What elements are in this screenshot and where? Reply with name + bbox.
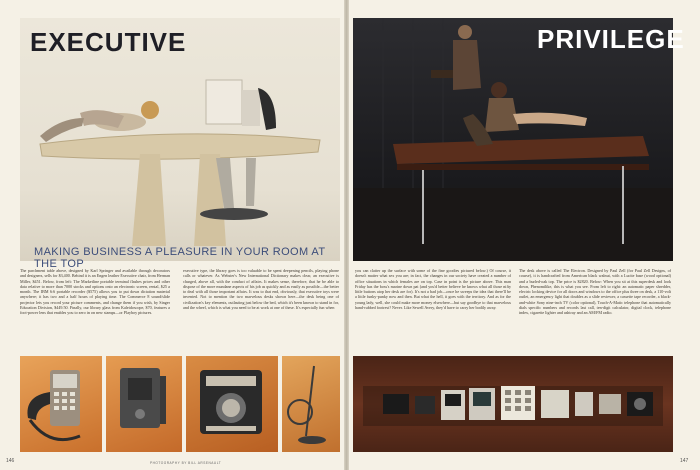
right-page: [349, 0, 700, 470]
caption-right: The desk above is called The Electron. Designed by Paul Zell (for Paul Zell Designs, of course), it is handcrafted from American black walnut, with a Lucite base (wood optional) and a burled-oak top. The price is $2820. Below: When you sit at this superdesk and look down, Phenomilike, this is what you see. From left to right: an automatic paper shredder, electric locking device for all doors and windows to the office plus three on desk, a 110-volt outlet, an emergency light that doubles as a slide reviewer, a cassette tape recorder, a black-and-white Sony nine-inch TV (color optional), Touch-A-Matic telephone that automatically dials specific numbers and records last call, ten-digit calculator, digital clock, telephone index, cigarette lighter and ashtray and an AM/FM radio.: [519, 268, 671, 316]
caption-left: The parchment table above, designed by Karl Springer and available through decorators and designers, sells for $3,400. Behind it is an Engen leather Executive chair, from Herman Miller, $451. Below, from left: The Marketline portable terminal flashes prices and other data relative to more than 7000 stocks and options onto an electronic screen, rental, $25 a month. The IBM 6:6 portable recorder ($575) allows you to put down dictation material anywhere; it has two and a half hours of playing time. The Commerce 8 sound/slide projector lets you record your picture comments, and change them if you wish, by Singer Education Division, $449.50. Finally, our library glass from Kaleidoscope, $70, features a foot-power lens that enables you to zero in on new stamps—or Playboy pictures.: [20, 268, 170, 316]
page-number-right: 147: [680, 458, 689, 464]
desk-control-panel-photo: [353, 356, 673, 452]
product-magnifier: [282, 356, 340, 452]
subheadline: MAKING BUSINESS A PLEASURE IN YOUR ROOM AT THE TOP: [34, 246, 326, 270]
product-slide-projector: [186, 356, 278, 452]
body-text-left: executive type, the library goes is too valuable to be spent deepening pencils, playing phone calls or whatever. As Webster's New International Dictionary makes clear, an executive is charged, above all, with the conduct of affairs. It makes sense, therefore, that he be able to dispose of the more mundane aspects of his job as quickly and as easily as possible—the better to deal with all those important affairs. It was to that end, obviously, that executive toys were invented. Not to mention the two marvelous desks shown here—the desk being one of civilization's key elements, outlasting just below the bed, which it's been known to stand in for, and the wheel, which is what you need to be at work at one of these. It's especially fun when: [183, 268, 339, 311]
headline-executive: EXECUTIVE: [30, 27, 187, 57]
product-phone-terminal: [20, 356, 102, 452]
product-recorder: [106, 356, 182, 452]
photo-credit: PHOTOGRAPHY BY BILL ARSENAULT: [150, 461, 222, 465]
headline-privilege: PRIVILEGE: [537, 24, 685, 54]
page-number-left: 146: [6, 458, 15, 464]
control-panel-illustration: [353, 356, 673, 452]
recorder-illustration: [106, 356, 182, 452]
terminal-illustration: [20, 356, 102, 452]
body-text-right: you can clatter up the surface with some of the fine goodies pictured below.) Of course, it doesn't matter what sex you are; in fact, the changes in our society have created a number of office situations in which females are on top. Case in point is the picture above. This man Friday has the boss's marine down pat (and you'd better believe he knows what all those nifty little buttons atop her desk are for). It's not a bad job—once he sweeps the idea that there'll be a little funky-punky now and then. But what the hell, it goes with the territory. And as for the young lady, well, she could make more money elsewhere—but say goodbye to that marvelous hand-rubbed footrest? Never. Like Sewell Avery, they'd have to carry her bodily away.: [355, 268, 511, 311]
magnifier-illustration: [282, 356, 340, 452]
projector-illustration: [186, 356, 278, 452]
left-page: [0, 0, 344, 470]
